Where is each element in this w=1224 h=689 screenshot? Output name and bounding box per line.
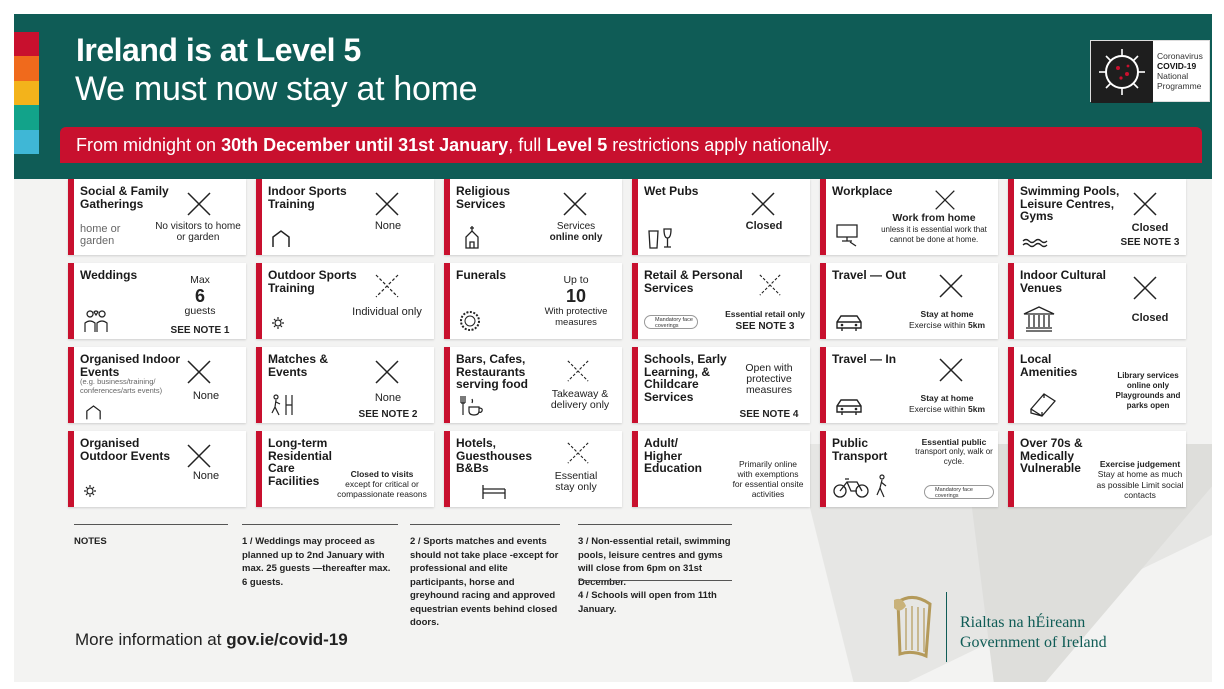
stripe-red xyxy=(14,32,39,56)
card-status: None xyxy=(374,220,402,232)
card-label: Schools, Early Learning, & Childcare Services xyxy=(644,352,727,404)
card-workplace xyxy=(820,179,998,255)
card-label: Swimming Pools, Leisure Centres, Gyms xyxy=(1020,184,1120,223)
cross-icon xyxy=(750,191,776,217)
card-status: Closed xyxy=(745,220,783,232)
card-outdoor-events xyxy=(68,431,246,507)
banner-text-mid: , full xyxy=(508,135,547,155)
mandatory-face-coverings-badge xyxy=(644,315,698,329)
badge-text: Mandatory face coverings xyxy=(935,487,973,499)
notes-heading: NOTES xyxy=(74,524,228,549)
card-status: Closed xyxy=(1131,222,1169,234)
status-line-2: guests xyxy=(184,305,216,317)
card-status xyxy=(160,275,240,317)
stripe-yellow xyxy=(14,81,39,105)
status-detail-text: Exercise within xyxy=(908,320,966,330)
card-status: Essential public xyxy=(921,437,987,447)
card-local-amenities xyxy=(1008,347,1186,423)
cross-icon xyxy=(562,191,588,217)
card-status xyxy=(536,221,616,243)
stripe-blue xyxy=(14,130,39,154)
card-status: Open with protective measures xyxy=(745,362,793,396)
card-sublabel: (e.g. business/training/ conferences/arts events) xyxy=(80,377,163,395)
card-social-gatherings xyxy=(68,179,246,255)
card-indoor-cultural-venues xyxy=(1008,263,1186,339)
card-weddings xyxy=(68,263,246,339)
sport-player-icon xyxy=(270,393,298,417)
badge-text: Mandatory face coverings xyxy=(655,317,693,329)
card-public-transport xyxy=(820,431,998,507)
card-note: SEE NOTE 3 xyxy=(1120,237,1180,248)
card-status-detail: transport only, walk or cycle. xyxy=(915,447,993,466)
wreath-icon xyxy=(458,309,486,333)
card-status: None xyxy=(192,470,220,482)
card-label: Bars, Cafes, Restaurants serving food xyxy=(456,352,529,391)
page-subtitle: We must now stay at home xyxy=(75,70,478,108)
status-line-1: Max xyxy=(190,274,210,286)
card-status: No visitors to home or garden xyxy=(155,221,241,243)
status-distance: 5km xyxy=(968,320,986,330)
card-swimming-pools xyxy=(1008,179,1186,255)
cross-dashed-icon xyxy=(374,273,400,299)
poster xyxy=(14,14,1212,682)
card-indoor-sports xyxy=(256,179,434,255)
banner-text-pre: From midnight on xyxy=(76,135,222,155)
card-retail xyxy=(632,263,810,339)
logo-line-4: Programme xyxy=(1157,81,1202,91)
note-4: 4 / Schools will open from 11th January. xyxy=(578,580,732,616)
glasses-icon xyxy=(646,225,674,249)
bicycle-walker-icon xyxy=(832,473,892,499)
card-indoor-events xyxy=(68,347,246,423)
card-status-detail xyxy=(902,404,992,415)
logo-divider xyxy=(946,592,947,662)
card-wet-pubs xyxy=(632,179,810,255)
cross-icon xyxy=(1132,191,1158,217)
card-label: Organised Indoor Events xyxy=(80,352,181,379)
church-icon xyxy=(458,225,486,249)
card-label: Hotels, Guesthouses B&Bs xyxy=(456,436,533,475)
card-status: Essential retail only xyxy=(725,309,805,319)
card-status: Closed xyxy=(1131,312,1169,324)
cutlery-cup-icon xyxy=(458,393,486,417)
card-status-detail: unless it is essential work that cannot be done at home. xyxy=(881,225,987,244)
card-label: Outdoor Sports Training xyxy=(268,268,357,295)
color-stripes xyxy=(14,32,39,154)
status-line-1: Services xyxy=(556,221,596,232)
more-info-text: More information at xyxy=(75,630,227,649)
card-label: Indoor Sports Training xyxy=(268,184,347,211)
water-icon xyxy=(1022,225,1050,249)
card-label: Matches & Events xyxy=(268,352,329,379)
card-travel-out xyxy=(820,263,998,339)
card-note: SEE NOTE 2 xyxy=(358,409,418,420)
status-line-1: Up to xyxy=(563,274,589,286)
stripe-green xyxy=(14,105,39,129)
card-sublabel: home or garden xyxy=(80,223,121,247)
government-logo xyxy=(884,592,1204,672)
card-status: None xyxy=(192,390,220,402)
card-label: Retail & Personal Services xyxy=(644,268,743,295)
card-status: Essential stay only xyxy=(554,470,598,493)
card-label: Organised Outdoor Events xyxy=(80,436,171,463)
note-3: 3 / Non-essential retail, swimming pools, leisure centres and gyms will close from 6pm on 31st December. xyxy=(578,524,732,589)
card-status: Stay at home xyxy=(920,309,974,319)
card-label: Weddings xyxy=(80,268,138,282)
card-status: Closed to visits xyxy=(350,469,414,479)
cross-icon xyxy=(186,443,212,469)
status-number: 6 xyxy=(194,286,205,306)
card-label: Public Transport xyxy=(832,436,888,463)
card-label: Local Amenities xyxy=(1020,352,1078,379)
restrictions-grid xyxy=(68,179,1192,509)
notes-section xyxy=(74,524,774,628)
computer-icon xyxy=(834,223,862,247)
cross-icon xyxy=(934,189,956,211)
car-icon xyxy=(834,393,866,417)
car-icon xyxy=(834,309,866,333)
stripe-orange xyxy=(14,56,39,80)
cross-icon xyxy=(186,359,212,385)
card-over-70s xyxy=(1008,431,1186,507)
card-hotels xyxy=(444,431,622,507)
bed-icon xyxy=(480,477,508,501)
card-status-detail xyxy=(902,320,992,331)
note-1: 1 / Weddings may proceed as planned up to 2nd January with max. 25 guests —thereafter max. 6 guests. xyxy=(242,524,398,589)
gov-name-irish: Rialtas na hÉireann xyxy=(960,614,1086,631)
card-status: Work from home xyxy=(892,212,976,224)
cross-dashed-icon xyxy=(566,441,590,465)
status-detail-text: Exercise within xyxy=(908,404,966,414)
card-label: Social & Family Gatherings xyxy=(80,184,169,211)
sun-icon xyxy=(82,477,110,501)
more-information xyxy=(75,630,348,650)
logo-line-2: COVID-19 xyxy=(1157,61,1197,71)
virus-icon xyxy=(1091,41,1153,103)
card-status: Individual only xyxy=(352,306,422,318)
sun-icon xyxy=(270,309,298,333)
banner-level: Level 5 xyxy=(546,135,608,155)
mandatory-face-coverings-badge xyxy=(924,485,994,499)
card-note: SEE NOTE 1 xyxy=(170,325,230,336)
card-note: SEE NOTE 4 xyxy=(739,409,799,420)
card-status-detail: Stay at home as much as possible Limit social contacts xyxy=(1096,469,1184,500)
card-status: Primarily online with exemptions for essential onsite activities xyxy=(732,459,804,499)
card-status-detail: except for critical or compassionate reasons xyxy=(337,479,427,499)
cross-icon xyxy=(374,359,400,385)
card-higher-education xyxy=(632,431,810,507)
card-status: None xyxy=(374,392,402,404)
logo-line-3: National xyxy=(1157,71,1189,81)
cross-icon xyxy=(186,191,212,217)
logo-line-1: Coronavirus xyxy=(1157,51,1203,61)
house-icon xyxy=(270,225,298,249)
card-status: Takeaway & delivery only xyxy=(550,388,610,411)
card-schools xyxy=(632,347,810,423)
card-label: Workplace xyxy=(832,184,893,198)
house-icon xyxy=(82,401,110,421)
card-label: Travel — Out xyxy=(832,268,907,282)
card-status: Exercise judgement xyxy=(1099,459,1181,469)
books-icon xyxy=(1028,389,1058,419)
card-label: Indoor Cultural Venues xyxy=(1020,268,1106,295)
status-distance: 5km xyxy=(968,404,986,414)
card-label: Wet Pubs xyxy=(644,184,699,198)
card-status: Library services online only Playgrounds and parks open xyxy=(1115,371,1181,410)
gov-name-english: Government of Ireland xyxy=(960,634,1107,651)
card-label: Long-term Residential Care Facilities xyxy=(268,436,333,488)
status-line-2: With protective measures xyxy=(544,306,608,328)
couple-icon xyxy=(82,309,110,333)
cross-dashed-icon xyxy=(566,359,590,383)
card-status xyxy=(536,275,616,328)
cross-dashed-icon xyxy=(758,273,782,297)
cross-icon xyxy=(938,273,964,299)
card-bars-cafes xyxy=(444,347,622,423)
card-outdoor-sports xyxy=(256,263,434,339)
covid-programme-logo xyxy=(1090,40,1210,102)
card-label: Travel — In xyxy=(832,352,897,366)
card-note: SEE NOTE 3 xyxy=(735,321,795,332)
cross-icon xyxy=(938,357,964,383)
more-info-link[interactable]: gov.ie/covid-19 xyxy=(226,630,348,649)
card-travel-in xyxy=(820,347,998,423)
harp-icon xyxy=(888,594,938,660)
card-label: Religious Services xyxy=(456,184,511,211)
cross-icon xyxy=(1132,275,1158,301)
banner-text-post: restrictions apply nationally. xyxy=(607,135,833,155)
card-matches-events xyxy=(256,347,434,423)
note-2: 2 / Sports matches and events should not take place -except for professional and elite participants, horse and greyhound racing and approved equestrian events behind closed doors. xyxy=(410,524,560,630)
card-label: Funerals xyxy=(456,268,507,282)
card-funerals xyxy=(444,263,622,339)
cross-icon xyxy=(374,191,400,217)
card-long-term-care xyxy=(256,431,434,507)
status-number: 10 xyxy=(565,286,587,306)
restrictions-banner xyxy=(60,127,1202,163)
logo-text xyxy=(1157,51,1203,91)
museum-icon xyxy=(1022,305,1056,333)
banner-dates: 30th December until 31st January xyxy=(221,135,509,155)
card-religious-services xyxy=(444,179,622,255)
card-status: Stay at home xyxy=(920,393,974,403)
page-title: Ireland is at Level 5 xyxy=(76,32,361,68)
status-line-2: online only xyxy=(549,232,603,243)
card-label: Over 70s & Medically Vulnerable xyxy=(1020,436,1083,475)
card-label: Adult/ Higher Education xyxy=(644,436,703,475)
